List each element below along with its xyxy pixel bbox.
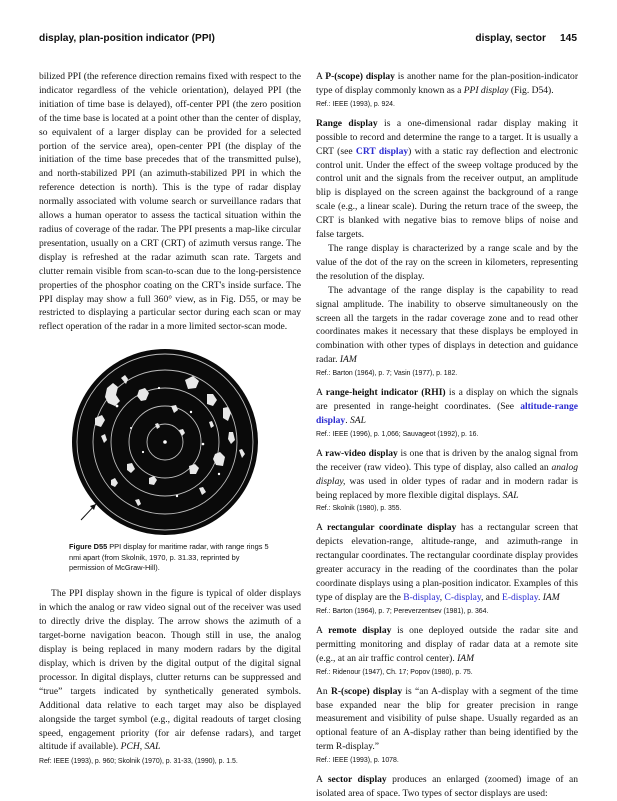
author-initials: IAM [542,592,560,603]
term: sector display [327,774,387,786]
running-header-left: display, plan-position indicator (PPI) [39,33,215,44]
reference-line: Ref.: Skolnik (1980), p. 355. [316,505,402,513]
b-display-link[interactable]: B-display [403,592,440,603]
term: Range display [316,117,378,129]
figure-d55 [39,348,301,536]
entry-rectangular-coordinate-display: A rectangular coordinate display has a rectangular screen that depicts elevation-range, altitude-range, and azimuth-range in rectangular coordinates. The rectangular coordinate display provides greater accuracy in the reading of the coordinates than the polar coordinate displays using a plan-position indicator. Examples of this type of display are the B-display, C-display, and E-display. IAM [316,522,578,603]
term: remote display [328,624,392,636]
author-initials: SAL [502,489,519,501]
term: raw-video display [325,447,398,459]
right-column [316,70,578,801]
figure-caption [69,542,271,573]
range-display-paragraph-3: The advantage of the range display is the capability to read signal amplitude. The inability to observe simultaneously on the screen all the targets in the radar coverage zone and to read other coordinates makes it necessary that these displays be employed in combination with other types of displays in detection and guidance radar. IAM [316,284,578,366]
ppi-description-paragraph [39,587,301,754]
running-header-right [475,33,577,44]
entry-range-display: Range display is a one-dimensional radar display making it possible to record and determine the range to a target. It is usually a CRT (see CRT display) with a static ray deflection and electronic control unit. Under the effect of the sweep voltage produced by the control unit and the signals from the receiver output, an amplitude blip is displayed on the screen against the background of a range scale (e.g., a linear scale). During the return trace of the sweep, the CRT is blanked with negative bias to remove blips of noise and false targets. [316,117,578,241]
term: R-(scope) display [330,685,403,697]
author-initials: IAM [339,354,357,366]
ppi-radar-figure [39,348,301,536]
reference-line: Ref.: Barton (1964), p. 7; Vasin (1977), p. 182. [316,370,458,378]
reference-line: Ref.: Ridenour (1947), Ch. 17; Popov (1980), p. 75. [316,668,473,676]
entry-raw-video-display: A raw-video display is one that is driven by the analog signal from the receiver (raw video). This type of display, also called an analog display, was used in older types of radar and in modern radar is being replaced by more flexible digital displays. SAL [316,447,578,501]
reference-line: Ref.: IEEE (1993), p. 1078. [316,757,399,765]
header-section-title: display, sector [475,33,546,44]
figure-caption-text: PPI display for maritime radar, with range rings 5 nmi apart (from Skolnik, 1970, p. 31.33, reprinted by permission of McGraw-Hill). [69,542,269,573]
ppi-description-text: The PPI display shown in the figure is typical of older displays in which the analog or raw video signal out of the receiver was used to directly drive the display. The arrow shows the azimuth of a target-borne navigation beacon. Though still in use, the analog display is being replaced in many modern radars by the digital display, which is driven by the digital output of the digital signal processor. In digital displays, clutter returns can be suppressed and “true” targets indicated by synthetically generated symbols. Additional data relative to each target may also be displayed alongside the target symbol (e.g., digital readouts of target closing speed, engagement priority (for air defense radars), and target altitude if available). [39,588,301,753]
range-display-paragraph-2: The range display is characterized by a range scale and by the value of the dot of the ray on the screen in kilometers, representing the resolution of the display. [316,242,578,282]
left-column [39,70,301,774]
entry-p-scope-display: A P-(scope) display is another name for the plan-position-indicator type of display commonly known as a PPI display (Fig. D54). [316,71,578,96]
ppi-continued-paragraph: bilized PPI (the reference direction remains fixed with respect to the indicator regardless of the vehicle orientation), delayed PPI (the initiation of time base is delayed), off-center PPI (the zero position of the time base is located at a point other than the center of display, so equivalent of a larger display can be provided for a selected portion of the service area), open-center PPI (the display of the initiation of the time base precedes that of the transmitted pulse), and north-stabilized PPI (an azimuth-stabilized PPI in which the reference detection is north). This is the type of radar display normally associated with volume search or surveillance radars that allows a human operator to assess the tactical situation within the radius of coverage of the radar. The PPI presents a map-like circular presentation, usually on a CRT (CRT) of azimuth versus range. The display is refreshed at the radar azimuth scan rate. Targets and clutter remain visible from scan-to-scan due to the long-persistence properties of the phosphor coating on the CRT's inside surface. The PPI display may show a full 360° view, as in Fig. D55, or may be restricted to displaying a particular sector during each scan or may reflect operation of the radar in a more limited sector-scan mode. [39,71,301,333]
entry-range-height-indicator: A range-height indicator (RHI) is a display on which the signals are presented in range-height coordinates. (See altitude-range display. SAL [316,387,579,426]
term: rectangular coordinate display [327,522,457,534]
e-display-link[interactable]: E-display [501,592,538,603]
reference-line: Ref.: IEEE (1996), p. 1,066; Sauvageot (1992), p. 16. [316,430,479,438]
c-display-link[interactable]: C-display [444,592,482,603]
author-initials: IAM [457,652,475,664]
reference-line: Ref.: IEEE (1993), p. 924. [316,100,395,108]
term: P-(scope) display [325,71,395,82]
term: range-height indicator (RHI) [325,387,446,399]
reference-line: Ref: IEEE (1993), p. 960; Skolnik (1970), p. 31-33, (1990), p. 1.5. [39,758,238,766]
author-initials: SAL [349,414,366,426]
figure-label: Figure D55 [69,542,108,552]
author-initials: PCH, SAL [120,741,161,753]
entry-remote-display: A remote display is one deployed outside the radar site and permitting monitoring and display of radar data at a remote site (e.g., at an air traffic control center). IAM [316,624,578,664]
scope-center [163,440,167,444]
altitude-range-display-link[interactable]: altitude-range display [316,401,578,426]
page-number: 145 [560,33,577,44]
reference-line: Ref.: Barton (1964), p. 7; Pereverzentsev (1981), p. 364. [316,607,489,615]
entry-r-scope-display: An R-(scope) display is “an A-display with a segment of the time base expanded near the blip for greater precision in range measurement and visibility of pulse shape. Usually regarded as an optional feature of an A-display rather than being identified by the term R-display.” [316,685,578,753]
entry-sector-display: A sector display produces an enlarged (zoomed) image of an isolated area of space. Two types of sector displays are used: [316,774,578,800]
crt-display-link[interactable]: CRT display [355,145,409,157]
